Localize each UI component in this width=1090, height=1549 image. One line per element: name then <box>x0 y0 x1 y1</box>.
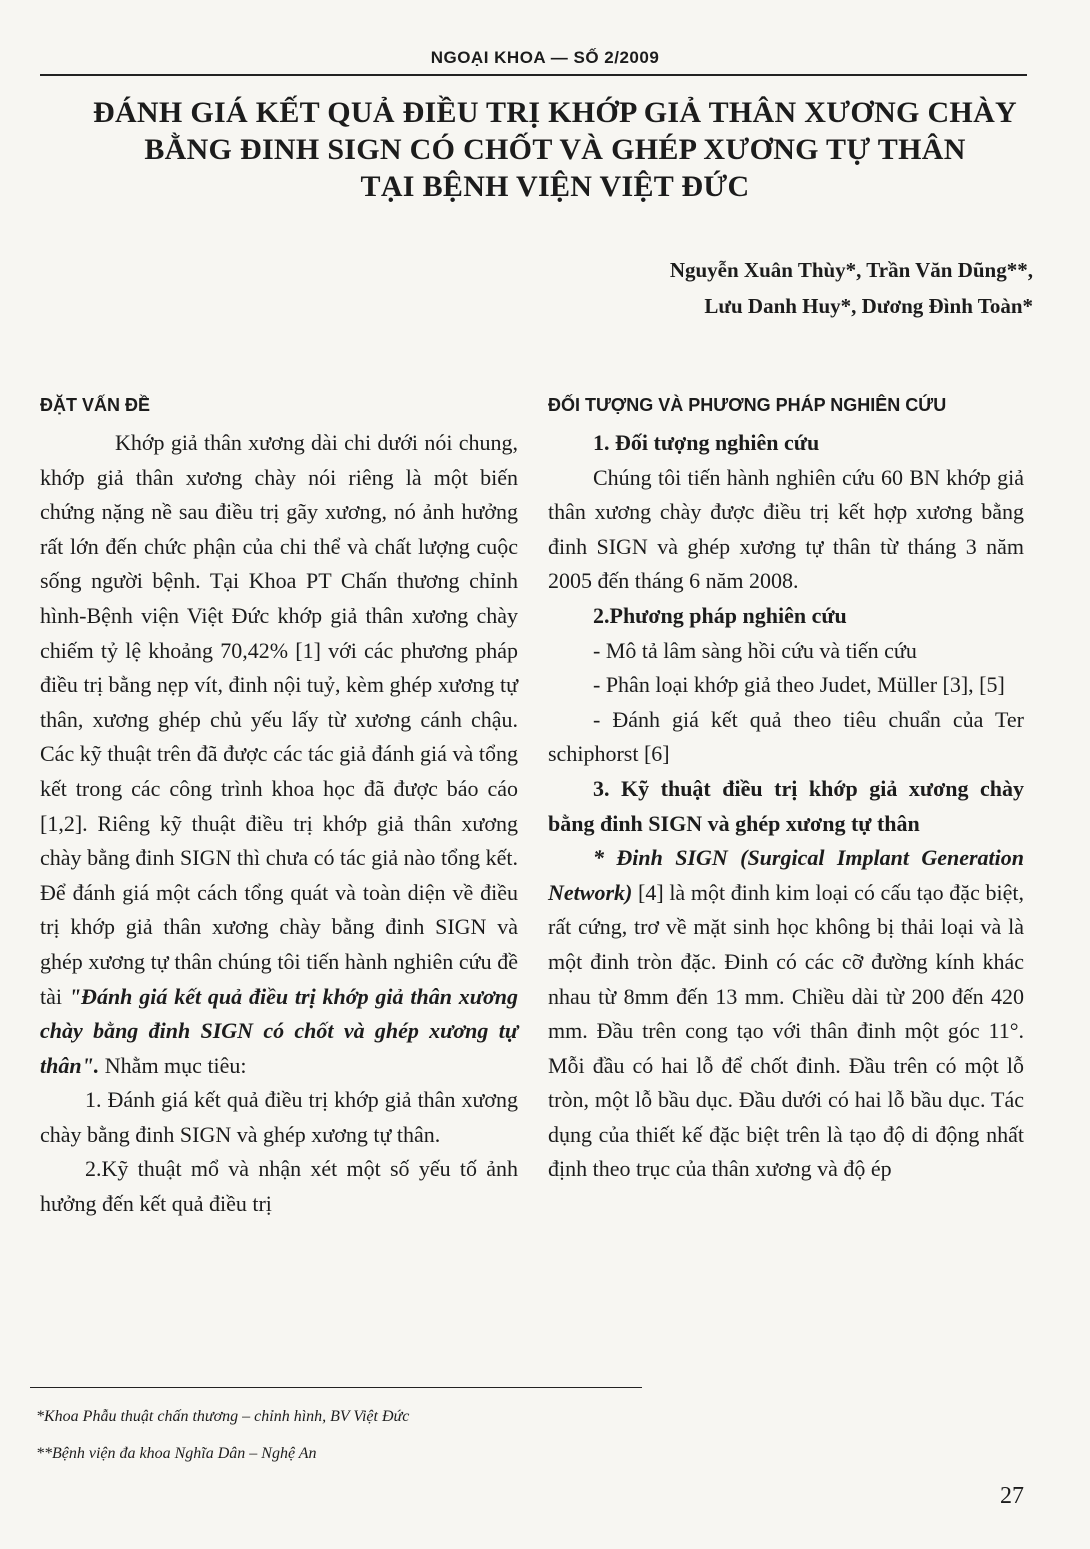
left-column <box>40 392 518 1222</box>
article-title <box>60 94 1050 205</box>
header-rule <box>40 74 1027 76</box>
subheading-methods: 2.Phương pháp nghiên cứu <box>593 602 847 628</box>
right-column <box>548 392 1024 1187</box>
subheading-technique: 3. Kỹ thuật điều trị khớp giả xương chày bằng đinh SIGN và ghép xương tự thân <box>548 775 1024 836</box>
intro-tail: Nhằm mục tiêu: <box>99 1052 247 1078</box>
introduction-paragraph <box>40 426 518 1083</box>
subjects-paragraph: Chúng tôi tiến hành nghiên cứu 60 BN khớp giả thân xương chày được điều trị kết hợp xương bằng đinh SIGN và ghép xương tự thân từ tháng 3 năm 2005 đến tháng 6 năm 2008. <box>548 464 1024 594</box>
title-line: ĐÁNH GIÁ KẾT QUẢ ĐIỀU TRỊ KHỚP GIẢ THÂN XƯƠNG CHÀY <box>93 96 1017 129</box>
method-bullet: - Đánh giá kết quả theo tiêu chuẩn của Ter schiphorst [6] <box>548 706 1024 767</box>
page-number: 27 <box>1000 1483 1024 1509</box>
intro-text: Khớp giả thân xương dài chi dưới nói chung, khớp giả thân xương chày nói riêng là một biến chứng nặng nề sau điều trị gãy xương, nó ảnh hưởng rất lớn đến chức phận của chi thể và chất lượng cuộc sống người bệnh. Tại Khoa PT Chấn thương chỉnh hình-Bệnh viện Việt Đức khớp giả thân xương chày chiếm tỷ lệ khoảng 70,42% [1] với các phương pháp điều trị bằng nẹp vít, đinh nội tuỷ, kèm ghép xương tự thân, xương ghép chủ yếu lấy từ xương cánh chậu. Các kỹ thuật trên đã được các tác giả đánh giá và tổng kết trong các công trình khoa học đã được báo cáo [1,2]. Riêng kỹ thuật điều trị khớp giả thân xương chày bằng đinh SIGN thì chưa có tác giả nào tổng kết. Để đánh giá một cách tổng quát và toàn diện về điều trị khớp giả thân xương chày bằng đinh SIGN và ghép xương tự thân chúng tôi tiến hành nghiên cứu đề tài <box>40 430 518 1009</box>
title-line: BẰNG ĐINH SIGN CÓ CHỐT VÀ GHÉP XƯƠNG TỰ THÂN <box>144 133 966 166</box>
sign-nail-paragraph <box>548 841 1024 1187</box>
footnote: **Bệnh viện đa khoa Nghĩa Dân – Nghệ An <box>36 1445 317 1462</box>
author-list <box>670 252 1033 324</box>
author-line: Nguyễn Xuân Thùy*, Trần Văn Dũng**, <box>669 258 1033 282</box>
author-line: Lưu Danh Huy*, Dương Đình Toàn* <box>704 294 1033 318</box>
objective-2: 2.Kỹ thuật mổ và nhận xét một số yếu tố ảnh hưởng đến kết quả điều trị <box>40 1156 518 1217</box>
method-bullet: - Mô tả lâm sàng hồi cứu và tiến cứu <box>593 637 917 663</box>
study-title: "Đánh giá kết quả điều trị khớp giả thân xương chày bằng đinh SIGN có chốt và ghép xương tự thân". <box>40 983 519 1078</box>
footnote-rule <box>30 1387 642 1388</box>
footnote: *Khoa Phẫu thuật chấn thương – chỉnh hình, BV Việt Đức <box>36 1408 410 1425</box>
sign-description: [4] là một đinh kim loại có cấu tạo đặc biệt, rất cứng, trơ về mặt sinh học không bị thải loại và là một đinh tròn đặc. Đinh có các cỡ đường kính khác nhau từ 8mm đến 13 mm. Chiều dài từ 200 đến 420 mm. Đầu trên cong tạo với thân đinh một góc 11°. Mỗi đầu có hai lỗ để chốt đinh. Đầu trên có một lỗ tròn, một lỗ bầu dục. Đầu dưới có hai lỗ bầu dục. Tác dụng của thiết kế đặc biệt trên là tạo độ di động nhất định theo trục của thân xương và độ ép <box>548 879 1024 1182</box>
sign-term: * Đinh SIGN (Surgical Implant Generation Network) <box>548 845 1024 905</box>
method-bullet: - Phân loại khớp giả theo Judet, Müller [3], [5] <box>593 672 1005 698</box>
objective-1: 1. Đánh giá kết quả điều trị khớp giả thân xương chày bằng đinh SIGN và ghép xương tự thân. <box>40 1087 518 1147</box>
subheading-subjects: 1. Đối tượng nghiên cứu <box>593 430 820 455</box>
section-heading-methods: ĐỐI TƯỢNG VÀ PHƯƠNG PHÁP NGHIÊN CỨU <box>548 395 947 415</box>
title-line: TẠI BỆNH VIỆN VIỆT ĐỨC <box>360 170 750 203</box>
section-heading-introduction: ĐẶT VẤN ĐỀ <box>40 395 151 415</box>
footnotes <box>36 1398 409 1472</box>
journal-header: NGOẠI KHOA — SỐ 2/2009 <box>430 48 660 67</box>
